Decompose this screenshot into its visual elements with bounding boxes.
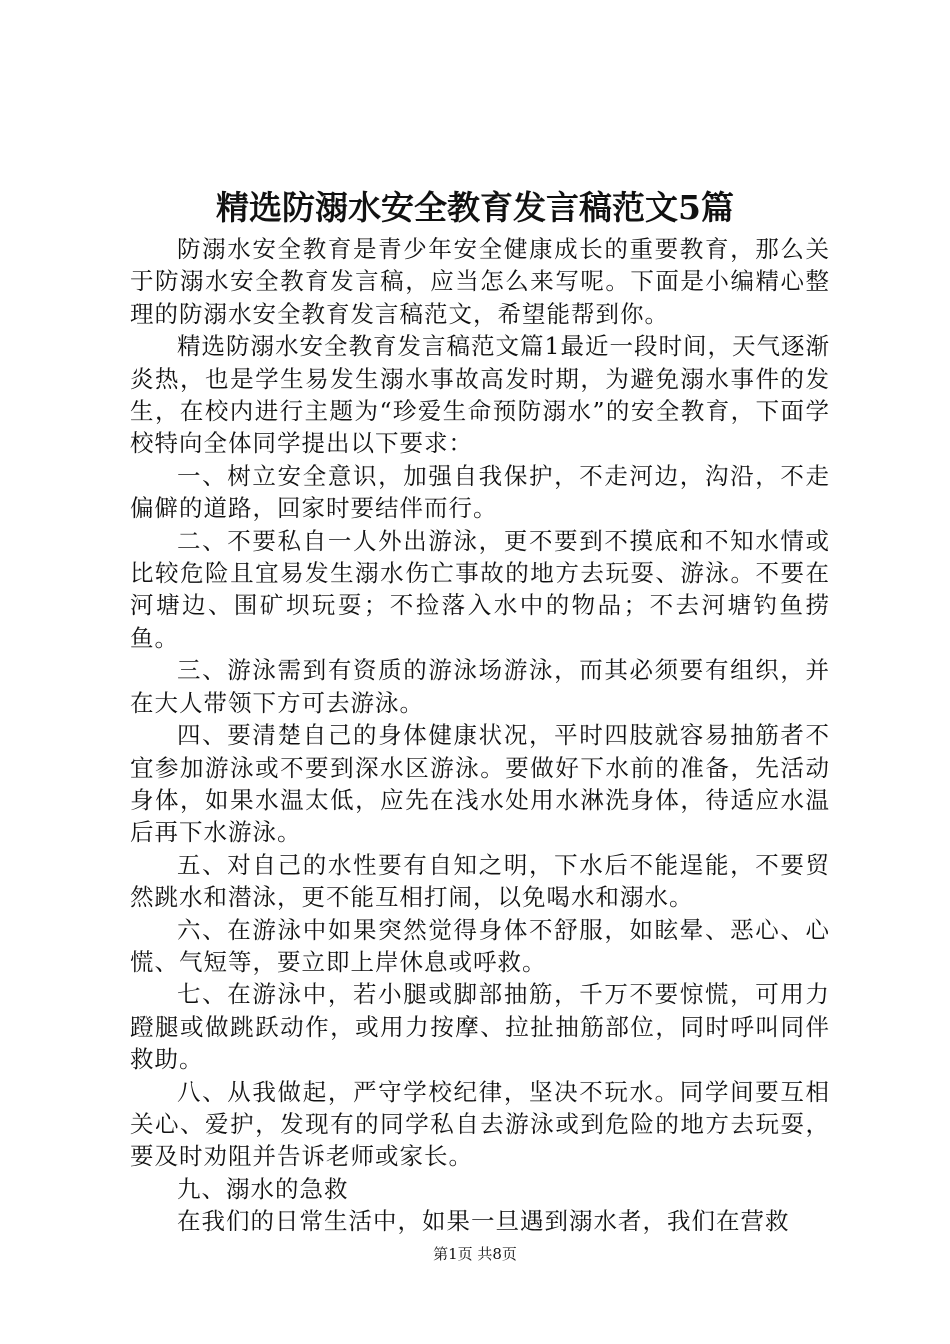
paragraph-rule-9-heading: 九、溺水的急救 <box>177 1174 349 1203</box>
paragraph-rescue-start: 在我们的日常生活中，如果一旦遇到溺水者，我们在营救 <box>177 1207 790 1236</box>
paragraph-speech-1-opening: 精选防溺水安全教育发言稿范文篇1最近一段时间，天气逐渐炎热，也是学生易发生溺水事故高发时期，为避免溺水事件的发生，在校内进行主题为“珍爱生命预防溺水”的安全教育，下面学校特向全体同学提出以下要求： <box>130 332 830 458</box>
paragraph-rule-6: 六、在游泳中如果突然觉得身体不舒服，如眩晕、恶心、心慌、气短等，要立即上岸休息或呼救。 <box>130 915 830 976</box>
paragraph-rule-5: 五、对自己的水性要有自知之明，下水后不能逞能，不要贸然跳水和潜泳，更不能互相打闹，以免喝水和溺水。 <box>130 850 830 912</box>
document-body <box>130 233 830 1238</box>
paragraph-rule-8: 八、从我做起，严守学校纪律，坚决不玩水。同学间要互相关心、爱护，发现有的同学私自去游泳或到危险的地方去玩耍，要及时劝阻并告诉老师或家长。 <box>130 1077 830 1171</box>
paragraph-rule-3: 三、游泳需到有资质的游泳场游泳，而其必须要有组织，并在大人带领下方可去游泳。 <box>130 656 830 717</box>
paragraph-rule-1: 一、树立安全意识，加强自我保护，不走河边，沟沿，不走偏僻的道路，回家时要结伴而行。 <box>130 461 830 523</box>
paragraph-rule-7: 七、在游泳中，若小腿或脚部抽筋，千万不要惊慌，可用力蹬腿或做跳跃动作，或用力按摩、拉扯抽筋部位，同时呼叫同伴救助。 <box>130 980 830 1074</box>
page-number-footer: 第1页 共8页 <box>433 1245 517 1263</box>
paragraph-rule-4: 四、要清楚自己的身体健康状况，平时四肢就容易抽筋者不宜参加游泳或不要到深水区游泳。要做好下水前的准备，先活动身体，如果水温太低，应先在浅水处用水淋洗身体，待适应水温后再下水游泳。 <box>130 721 830 847</box>
paragraph-intro: 防溺水安全教育是青少年安全健康成长的重要教育，那么关于防溺水安全教育发言稿，应当怎么来写呢。下面是小编精心整理的防溺水安全教育发言稿范文，希望能帮到你。 <box>130 235 830 328</box>
document-title: 精选防溺水安全教育发言稿范文5篇 <box>216 188 734 227</box>
paragraph-rule-2: 二、不要私自一人外出游泳，更不要到不摸底和不知水情或比较危险且宜易发生溺水伤亡事故的地方去玩耍、游泳。不要在河塘边、围矿坝玩耍；不捡落入水中的物品；不去河塘钓鱼捞鱼。 <box>130 526 830 652</box>
